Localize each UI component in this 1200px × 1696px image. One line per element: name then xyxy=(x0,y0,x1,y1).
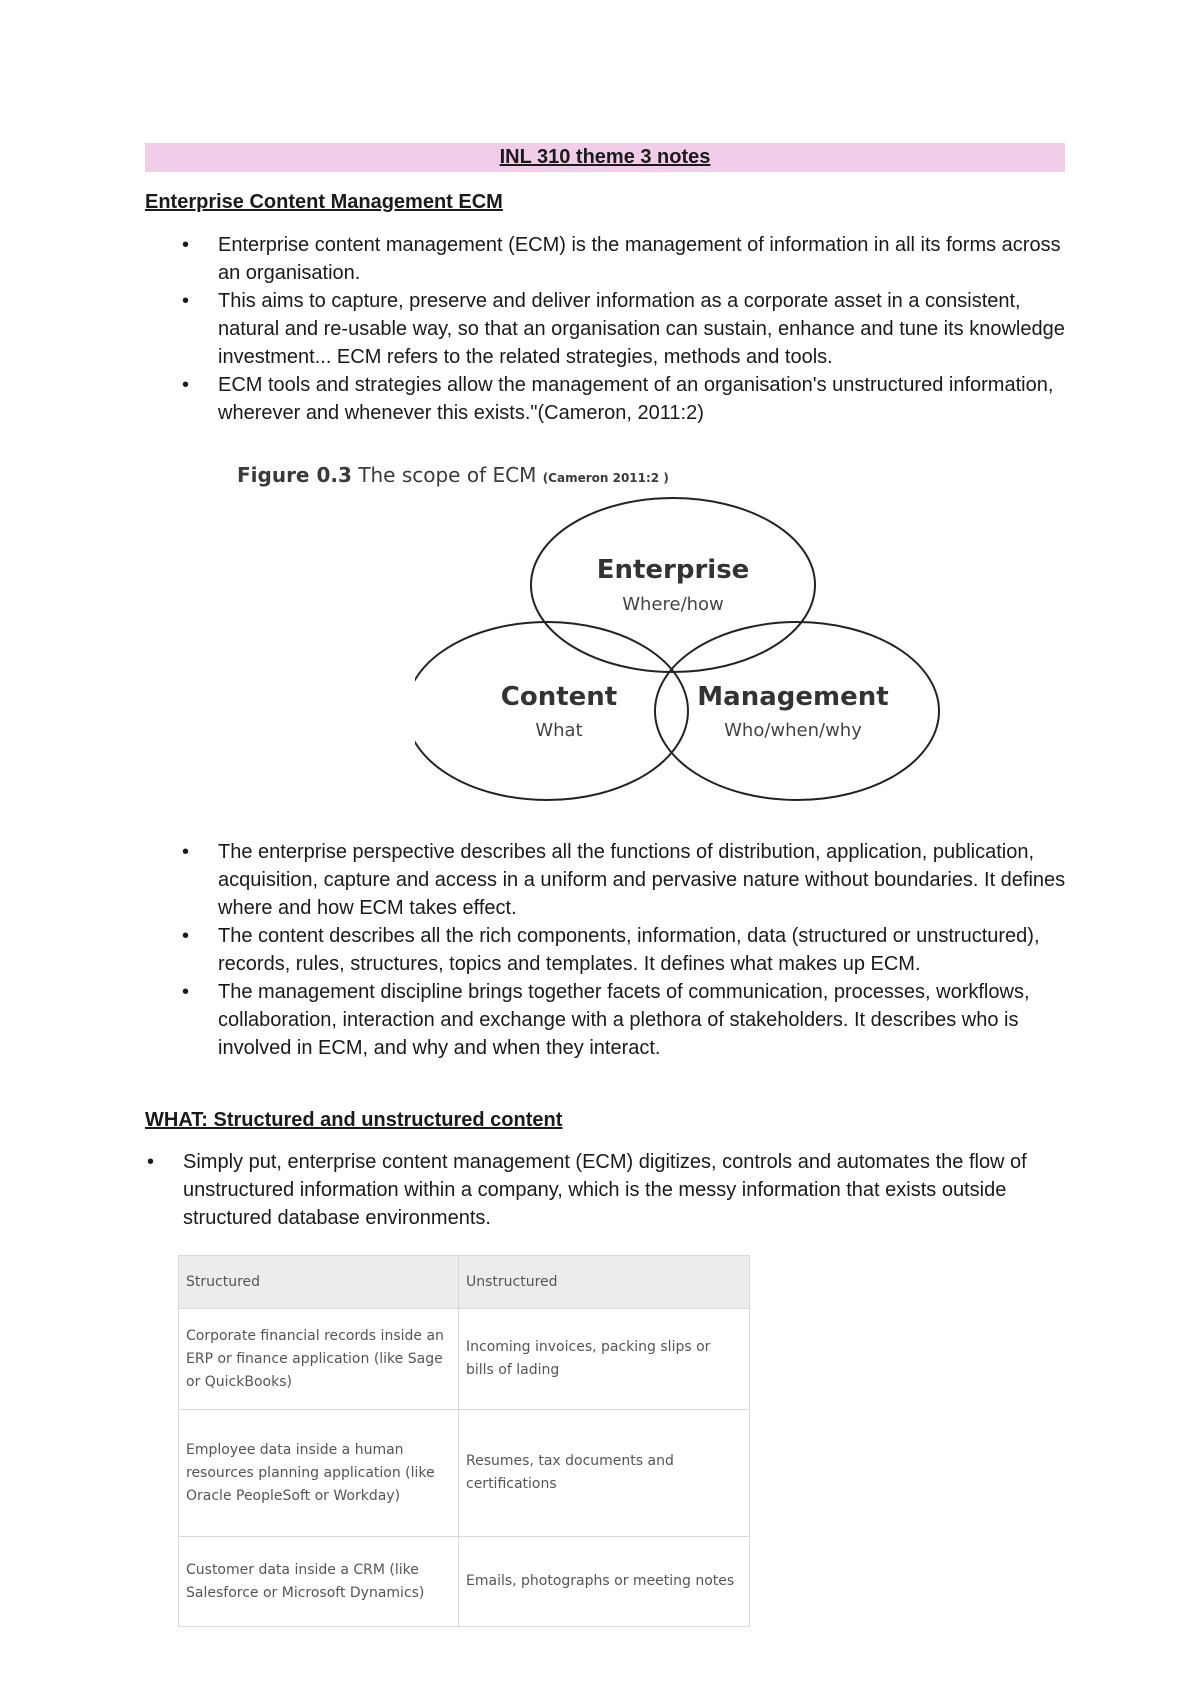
structured-content-list xyxy=(183,1148,1068,1232)
table-header-row xyxy=(179,1256,750,1309)
ecm-scope-figure xyxy=(145,463,1065,823)
list-item: • This aims to capture, preserve and deliver information as a corporate asset in a consistent, natural and re-usable way, so that an organisation can sustain, enhance and tune its knowledge investment... ECM refers to the related strategies, methods and tools. xyxy=(218,287,1068,371)
management-sublabel: Who/when/why xyxy=(724,720,862,741)
structured-unstructured-table xyxy=(178,1255,750,1627)
table-cell: Employee data inside a human resources planning application (like Oracle PeopleSoft or Workday) xyxy=(179,1410,459,1537)
list-item: • Simply put, enterprise content management (ECM) digitizes, controls and automates the flow of unstructured information within a company, which is the messy information that exists outside structured database environments. xyxy=(183,1148,1068,1232)
ecm-perspective-list xyxy=(218,838,1068,1062)
list-item: • The enterprise perspective describes all the functions of distribution, application, publication, acquisition, capture and access in a uniform and pervasive nature without boundaries. It defines where and how ECM takes effect. xyxy=(218,838,1068,922)
table-cell: Emails, photographs or meeting notes xyxy=(459,1537,750,1627)
figure-title: The scope of ECM xyxy=(358,463,537,487)
list-item: • The content describes all the rich components, information, data (structured or unstructured), records, rules, structures, topics and templates. It defines what makes up ECM. xyxy=(218,922,1068,978)
table-row xyxy=(179,1410,750,1537)
list-item: • ECM tools and strategies allow the management of an organisation's unstructured information, wherever and whenever this exists."(Cameron, 2011:2) xyxy=(218,371,1068,427)
table-header-structured: Structured xyxy=(179,1256,459,1309)
table-header-unstructured: Unstructured xyxy=(459,1256,750,1309)
section-heading-structured: WHAT: Structured and unstructured content xyxy=(145,1109,563,1131)
document-title: INL 310 theme 3 notes xyxy=(145,143,1065,172)
table-cell: Customer data inside a CRM (like Salesforce or Microsoft Dynamics) xyxy=(179,1537,459,1627)
content-sublabel: What xyxy=(535,720,583,741)
enterprise-label: Enterprise xyxy=(596,555,750,585)
figure-caption xyxy=(237,463,669,487)
table-row xyxy=(179,1309,750,1410)
table-cell: Corporate financial records inside an ERP or finance application (like Sage or QuickBooks) xyxy=(179,1309,459,1410)
list-item: • The management discipline brings together facets of communication, processes, workflows, collaboration, interaction and exchange with a plethora of stakeholders. It describes who is involved in ECM, and why and when they interact. xyxy=(218,978,1068,1062)
figure-source: (Cameron 2011:2 ) xyxy=(542,471,669,485)
table-cell: Resumes, tax documents and certifications xyxy=(459,1410,750,1537)
enterprise-sublabel: Where/how xyxy=(622,594,724,615)
venn-diagram xyxy=(415,493,955,813)
table-cell: Incoming invoices, packing slips or bills of lading xyxy=(459,1309,750,1410)
enterprise-circle xyxy=(531,498,815,672)
section-heading-ecm: Enterprise Content Management ECM xyxy=(145,191,503,213)
ecm-definition-list xyxy=(218,231,1068,427)
document-page xyxy=(145,143,1066,1601)
table-row xyxy=(179,1537,750,1627)
management-label: Management xyxy=(697,682,889,712)
content-label: Content xyxy=(500,682,618,712)
figure-number: Figure 0.3 xyxy=(237,463,352,487)
list-item: • Enterprise content management (ECM) is the management of information in all its forms across an organisation. xyxy=(218,231,1068,287)
